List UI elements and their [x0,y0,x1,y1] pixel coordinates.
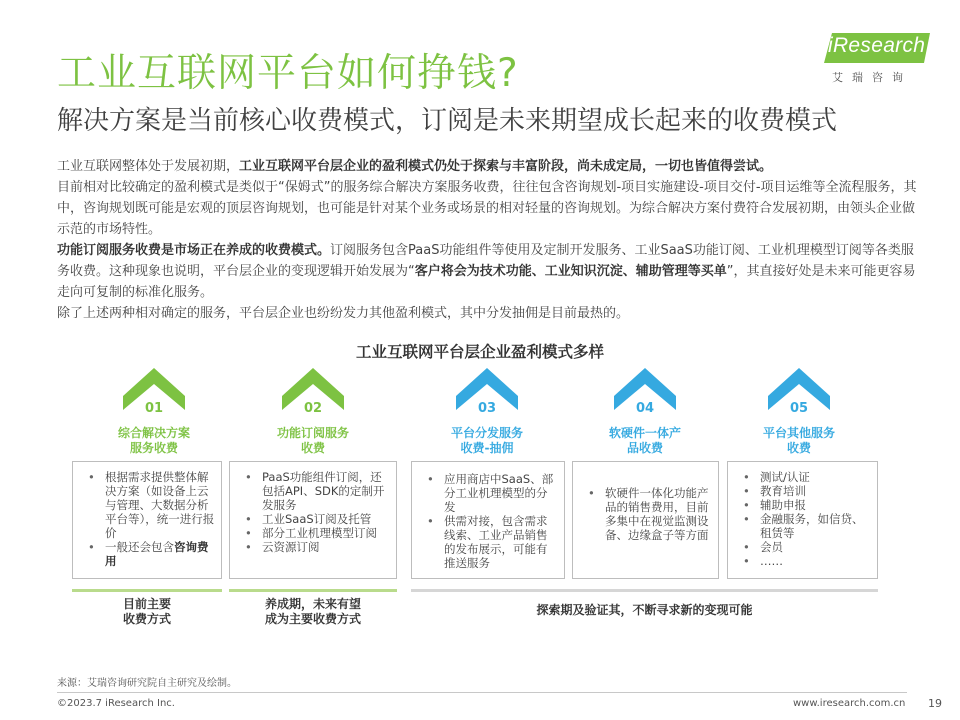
logo-brand-text: iResearch [828,34,926,57]
mode-column-5 [719,368,879,456]
list-item: • 一般还会包含咨询费用 [85,540,215,568]
mode-box-1 [72,461,222,579]
website-url: www.iresearch.com.cn [793,698,906,709]
mode-column-2 [233,368,393,456]
stage-bar-3 [411,589,878,592]
list-item: • 工业SaaS订阅及托管 [242,512,390,526]
paragraph-1 [57,156,917,177]
mode-label: 平台分发服务 收费-抽佣 [450,426,523,455]
mode-label: 功能订阅服务 收费 [276,426,349,455]
mode-box-3 [411,461,565,579]
logo-subtitle: 艾瑞咨询 [832,71,912,84]
mode-column-1 [74,368,234,456]
source-note: 来源：艾瑞咨询研究院自主研究及绘制。 [57,678,237,689]
mode-number: 01 [144,401,164,416]
stage-bar-1 [72,589,222,592]
stage-label-1: 目前主要 收费方式 [122,597,171,626]
p3-emphasis-1: 功能订阅服务收费是市场正在养成的收费模式。 [57,243,331,258]
mode-column-4 [565,368,725,456]
page-title: 工业互联网平台如何挣钱? [57,51,519,96]
list-item: • 根据需求提供整体解决方案（如设备上云与管理、大数据分析平台等），统一进行报价 [85,470,215,540]
list-item: • PaaS功能组件订阅，还包括API、SDK的定制开发服务 [242,470,390,512]
list-item: • 测试/认证 [740,470,871,484]
paragraph-3 [57,240,917,303]
p3-text-2: ”，其直接好处是未来可能更容易走向可复制的标准化服务。 [57,264,916,300]
paragraph-4: 除了上述两种相对确定的服务，平台层企业也纷纷发力其他盈利模式，其中分发抽佣是目前最热的。 [57,306,630,321]
list-item: • 会员 [740,540,871,554]
p3-emphasis-2: 客户将会为技术功能、工业知识沉淀、辅助管理等买单 [414,264,727,279]
stage-label-2: 养成期，未来有望 成为主要收费方式 [264,597,361,626]
mode-label: 软硬件一体产 品收费 [608,426,681,455]
copyright: ©2023.7 iResearch Inc. [57,698,175,709]
footer-divider [57,692,907,693]
mode-box-4 [572,461,719,579]
list-item: • 软硬件一体化功能产品的销售费用，目前多集中在视觉监测设备、边缘盒子等方面 [585,486,712,542]
mode-box-2 [229,461,397,579]
mode-column-3 [407,368,567,456]
mode-number: 05 [789,401,809,416]
iresearch-logo [814,31,932,83]
list-item: • 云资源订阅 [242,540,390,554]
mode-label: 综合解决方案 服务收费 [117,426,190,455]
intro-text [57,156,917,324]
stage-label-3: 探索期及验证其，不断寻求新的变现可能 [536,603,753,617]
paragraph-2: 目前相对比较确定的盈利模式是类似于“保姆式”的服务综合解决方案服务收费，往往包含咨询规划-项目实施建设-项目交付-项目运维等全流程服务，其中，咨询规划既可能是宏观的顶层咨询规划，也可能是针对某个业务或场景的相对轻量的咨询规划。为综合解决方案付费符合发展初期，由领头企业做示范的市场特性。 [57,180,917,237]
page-number: 19 [928,697,942,710]
p3-text-1: 订阅服务包含PaaS功能组件等使用及定制开发服务、工业SaaS功能订阅、工业机理模型订阅等各类服务收费。这种现象也说明，平台层企业的变现逻辑开始发展为“ [57,243,914,279]
p1-text: 工业互联网整体处于发展初期， [57,159,240,174]
mode-label: 平台其他服务 收费 [762,426,835,455]
p1-emphasis: 工业互联网平台层企业的盈利模式仍处于探索与丰富阶段，尚未成定局，一切也皆值得尝试。 [239,159,773,174]
mode-number: 03 [477,401,497,416]
list-item: • 辅助申报 [740,498,871,512]
diagram-title: 工业互联网平台层企业盈利模式多样 [355,343,604,361]
stage-bar-2 [229,589,397,592]
page-subtitle: 解决方案是当前核心收费模式，订阅是未来期望成长起来的收费模式 [57,106,838,136]
list-item: • 应用商店中SaaS、部分工业机理模型的分发 [424,472,558,514]
list-item: • …… [740,554,871,568]
list-item: • 供需对接，包含需求线索、工业产品销售的发布展示，可能有推送服务 [424,514,558,570]
mode-number: 04 [635,401,655,416]
mode-box-5 [727,461,878,579]
mode-number: 02 [303,401,323,416]
list-item: • 金融服务，如信贷、租赁等 [740,512,871,540]
list-item: • 教育培训 [740,484,871,498]
list-item: • 部分工业机理模型订阅 [242,526,390,540]
